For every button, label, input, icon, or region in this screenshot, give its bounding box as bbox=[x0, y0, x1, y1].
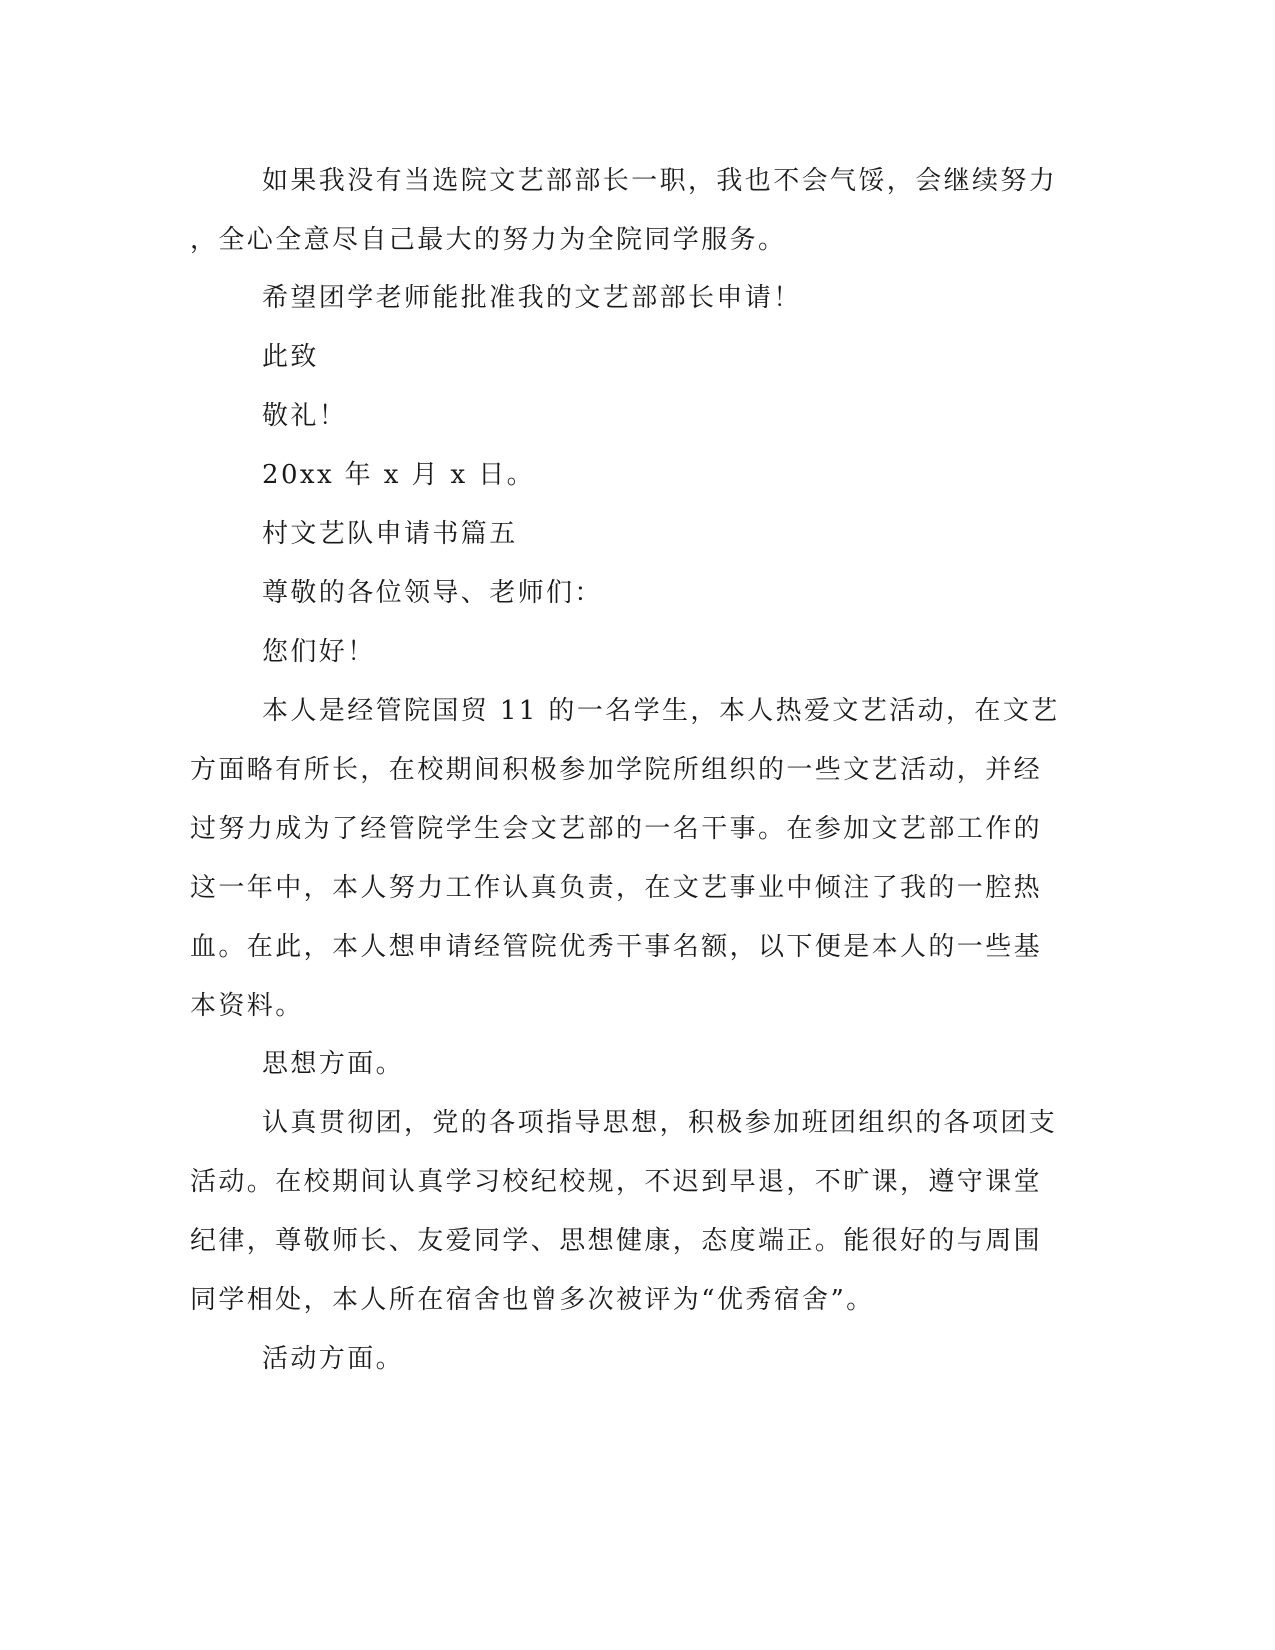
paragraph-line: 同学相处，本人所在宿舍也曾多次被评为“优秀宿舍”。 bbox=[190, 1285, 875, 1315]
paragraph-line: 希望团学老师能批准我的文艺部部长申请！ bbox=[262, 283, 802, 313]
paragraph-line: 这一年中，本人努力工作认真负责，在文艺事业中倾注了我的一腔热 bbox=[190, 873, 1043, 903]
greeting-line: 尊敬的各位领导、老师们： bbox=[262, 578, 603, 608]
paragraph-line: 如果我没有当选院文艺部部长一职，我也不会气馁，会继续努力 bbox=[262, 166, 1058, 196]
paragraph-line: 过努力成为了经管院学生会文艺部的一名干事。在参加文艺部工作的 bbox=[190, 814, 1043, 844]
paragraph-line: ，全心全意尽自己最大的努力为全院同学服务。 bbox=[190, 225, 787, 255]
subheading: 活动方面。 bbox=[262, 1344, 405, 1374]
paragraph-line: 方面略有所长，在校期间积极参加学院所组织的一些文艺活动，并经 bbox=[190, 755, 1043, 785]
paragraph-line: 认真贯彻团，党的各项指导思想，积极参加班团组织的各项团支 bbox=[262, 1108, 1058, 1138]
section-heading: 村文艺队申请书篇五 bbox=[262, 519, 518, 549]
paragraph-line: 本人是经管院国贸 11 的一名学生，本人热爱文艺活动，在文艺 bbox=[262, 696, 1060, 726]
closing-salutation: 此致 bbox=[262, 342, 319, 372]
greeting-line: 您们好！ bbox=[262, 637, 376, 667]
subheading: 思想方面。 bbox=[262, 1049, 405, 1079]
paragraph-line: 血。在此，本人想申请经管院优秀干事名额，以下便是本人的一些基 bbox=[190, 932, 1043, 962]
paragraph-line: 活动。在校期间认真学习校纪校规，不迟到早退，不旷课，遵守课堂 bbox=[190, 1167, 1043, 1197]
paragraph-line: 纪律，尊敬师长、友爱同学、思想健康，态度端正。能很好的与周围 bbox=[190, 1226, 1043, 1256]
date-line: 20xx 年 x 月 x 日。 bbox=[262, 460, 536, 490]
paragraph-line: 本资料。 bbox=[190, 991, 304, 1021]
closing-regards: 敬礼！ bbox=[262, 401, 348, 431]
